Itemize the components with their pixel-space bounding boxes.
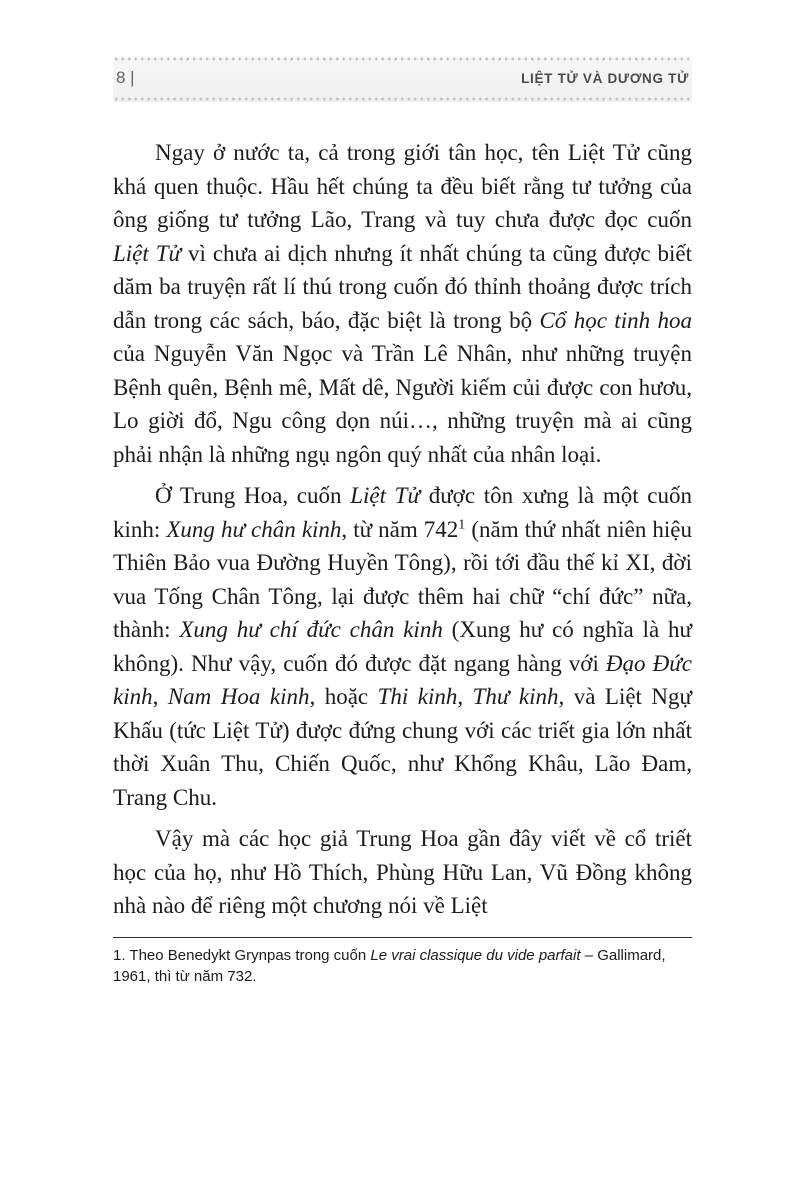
text-segment: (Xung hư có nghĩa là hư không). Như vậy, cuốn đó được đặt ngang hàng với [113, 617, 692, 676]
paragraph [113, 479, 692, 814]
text-segment: Ngay ở nước ta, cả trong giới tân học, tên Liệt Tử cũng khá quen thuộc. Hầu hết chúng ta đều biết rằng tư tưởng của ông giống tư tưởng Lão, Trang và tuy chưa được đọc cuốn [113, 140, 692, 232]
text-segment: Đạo Đức kinh [113, 650, 692, 709]
text-segment: Cổ học tinh hoa [539, 307, 692, 333]
running-title: LIỆT TỬ VÀ DƯƠNG TỬ [521, 71, 689, 86]
body-text [113, 136, 692, 923]
footnote-block [113, 937, 692, 987]
header-dotted-rule-bottom [113, 96, 692, 102]
text-segment: (năm thứ nhất niên hiệu Thiên Bảo vua Đường Huyền Tông), rồi tới đầu thế kỉ XI, đời vua Tống Chân Tông, lại được thêm hai chữ “chí đức” nữa, thành: [113, 516, 692, 642]
footnote [113, 945, 692, 987]
paragraph [113, 136, 692, 471]
header-row [113, 62, 692, 96]
text-segment: Liệt Tử [113, 240, 182, 266]
page-number: 8 | [116, 68, 135, 87]
footnote-marker: 1 [458, 516, 466, 532]
text-segment: Liệt Tử [350, 483, 421, 508]
text-segment: được tôn xưng là một cuốn kinh: [113, 483, 693, 542]
text-segment: , từ năm 742 [341, 516, 459, 542]
text-segment: và Liệt Ngự Khấu (tức Liệt Tử) được đứng chung với các triết gia lớn nhất thời Xuân Thu, Chiến Quốc, như Khổng Khâu, Lão Đam, Trang Chu. [113, 684, 693, 810]
text-segment: Thi kinh, Thư kinh, [377, 684, 565, 709]
text-segment: Vậy mà các học giả Trung Hoa gần đây viết về cổ triết học của họ, như Hồ Thích, Phùng Hữu Lan, Vũ Đồng không nhà nào để riêng một chương nói về Liệt [113, 826, 692, 918]
text-segment: , [152, 684, 168, 709]
text-segment: Le vrai classique du vide parfait [370, 946, 581, 964]
text-segment: hoặc [315, 684, 378, 709]
text-segment: Ở Trung Hoa, cuốn [155, 483, 351, 508]
text-segment: vì chưa ai dịch nhưng ít nhất chúng ta cũng được biết dăm ba truyện rất lí thú trong cuốn đó thỉnh thoảng được trích dẫn trong các sách, báo, đặc biệt là trong bộ [113, 240, 692, 333]
text-segment: – Gallimard, 1961, thì từ năm 732. [113, 946, 666, 985]
text-segment: Xung hư chí đức chân kinh [179, 617, 443, 642]
page-header [113, 56, 692, 102]
text-segment: Xung hư chân kinh [166, 516, 342, 542]
text-segment: của Nguyễn Văn Ngọc và Trần Lê Nhân, như những truyện Bệnh quên, Bệnh mê, Mất dê, Người kiếm củi được con hươu, Lo giời đổ, Ngu công dọn núi…, những truyện mà ai cũng phải nhận là những ngụ ngôn quý nhất của nhân loại. [113, 341, 692, 467]
paragraph [113, 822, 692, 923]
text-segment: Nam Hoa kinh, [167, 684, 316, 709]
text-segment: 1. Theo Benedykt Grynpas trong cuốn [113, 946, 371, 964]
